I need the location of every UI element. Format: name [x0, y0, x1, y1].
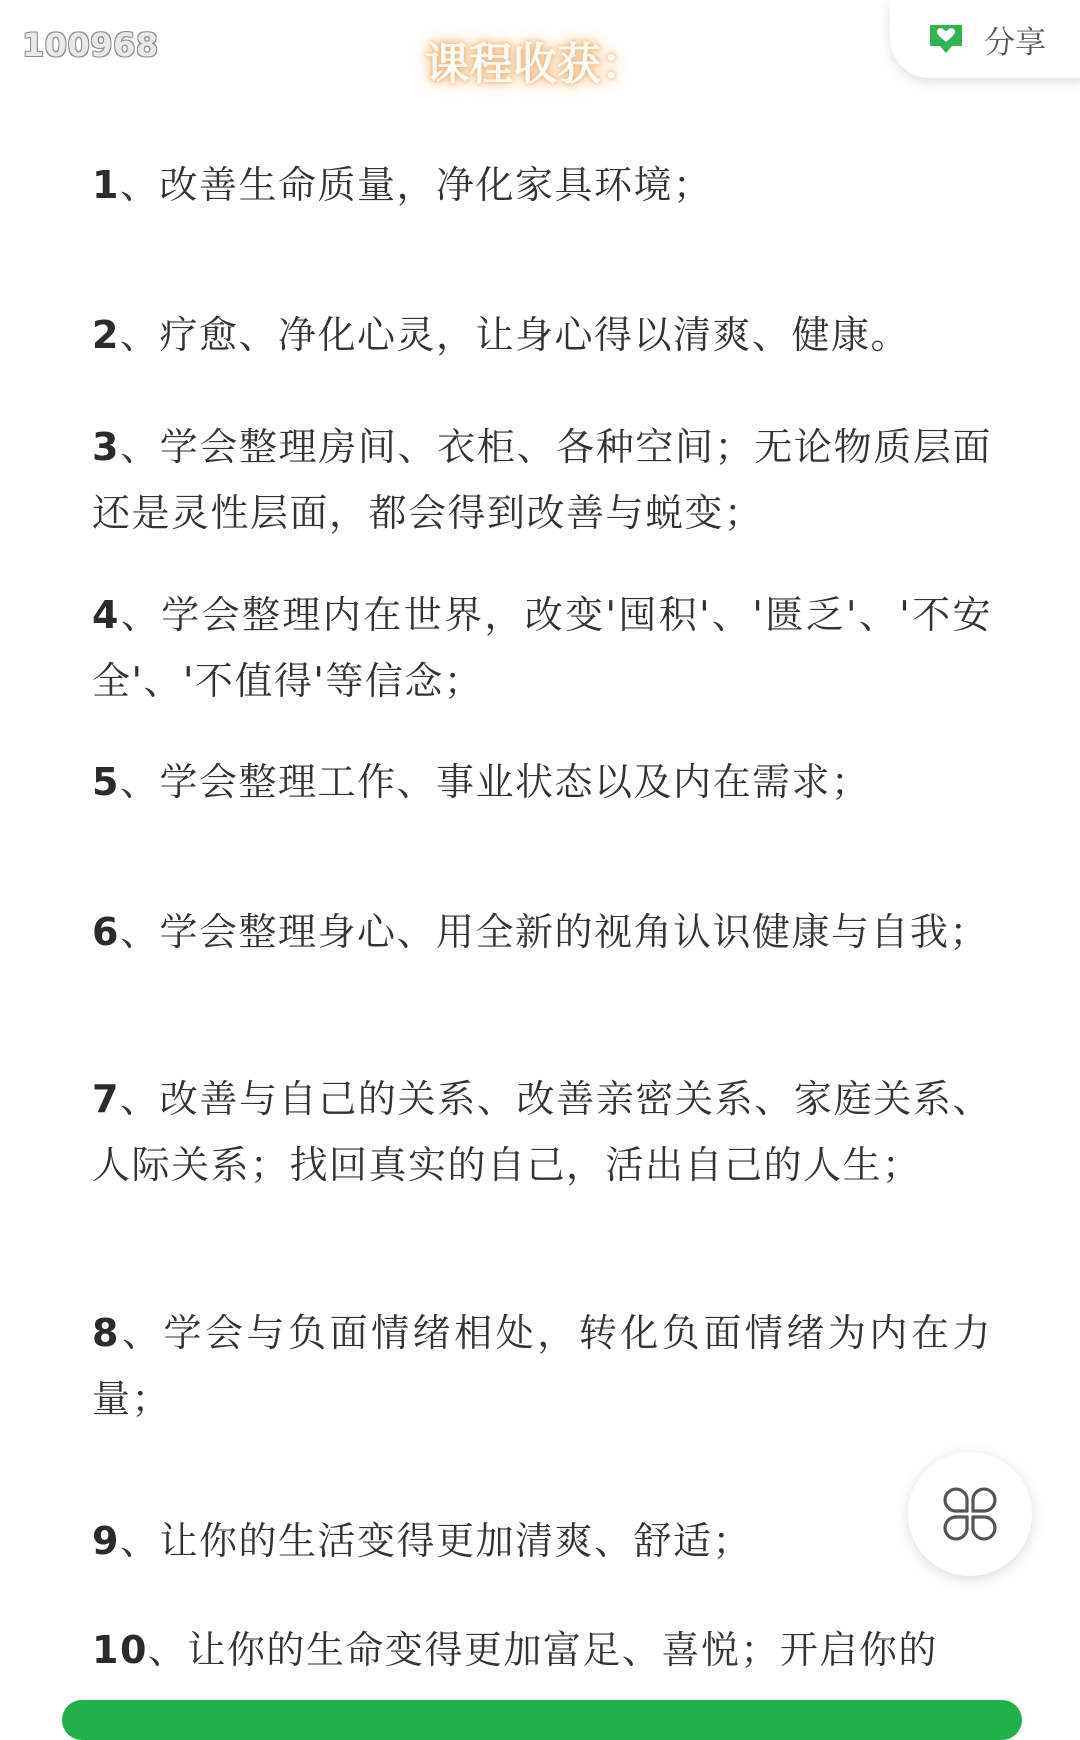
item-text: 、让你的生命变得更加富足、喜悦；开启你的 [147, 1628, 938, 1672]
view-counter: 100968 [22, 26, 159, 64]
item-number: 2 [92, 313, 120, 357]
list-item [92, 152, 992, 218]
item-text: 、改善生命质量，净化家具环境； [119, 163, 713, 207]
item-text: 、疗愈、净化心灵，让身心得以清爽、健康。 [119, 313, 910, 357]
item-number: 4 [92, 593, 120, 637]
wechat-heart-icon [926, 22, 966, 56]
item-text: 、学会整理身心、用全新的视角认识健康与自我； [119, 910, 989, 954]
item-number: 1 [92, 163, 120, 207]
item-number: 3 [92, 425, 120, 469]
page-title: 课程收获： [425, 39, 645, 90]
list-item [92, 302, 992, 368]
list-item [92, 749, 992, 815]
item-number: 8 [92, 1311, 120, 1355]
list-item [92, 1300, 992, 1432]
item-number: 5 [92, 760, 120, 804]
item-text: 、学会整理工作、事业状态以及内在需求； [119, 760, 871, 804]
list-item [92, 899, 992, 965]
list-item [92, 414, 992, 546]
list-item [92, 582, 992, 714]
share-label: 分享 [984, 24, 1046, 61]
item-text: 、学会整理房间、衣柜、各种空间；无论物质层面还是灵性层面，都会得到改善与蜕变； [92, 425, 992, 535]
item-text: 、学会与负面情绪相处，转化负面情绪为内在力量； [92, 1311, 992, 1421]
item-text: 、学会整理内在世界，改变'囤积'、'匮乏'、'不安全'、'不值得'等信念； [92, 593, 992, 703]
list-item [92, 1066, 992, 1198]
item-text: 、让你的生活变得更加清爽、舒适； [119, 1519, 752, 1563]
list-item [92, 1617, 992, 1683]
four-petal-menu-icon [940, 1484, 1000, 1544]
item-number: 7 [92, 1077, 120, 1121]
header-bar [0, 0, 1080, 120]
share-button[interactable] [890, 0, 1080, 78]
floating-menu-button[interactable] [908, 1452, 1032, 1576]
item-number: 9 [92, 1519, 120, 1563]
bottom-action-bar[interactable] [62, 1700, 1022, 1740]
item-number: 6 [92, 910, 120, 954]
item-text: 、改善与自己的关系、改善亲密关系、家庭关系、人际关系；找回真实的自己，活出自己的人生； [92, 1077, 992, 1187]
list-item [92, 1508, 992, 1574]
item-number: 10 [92, 1628, 148, 1672]
